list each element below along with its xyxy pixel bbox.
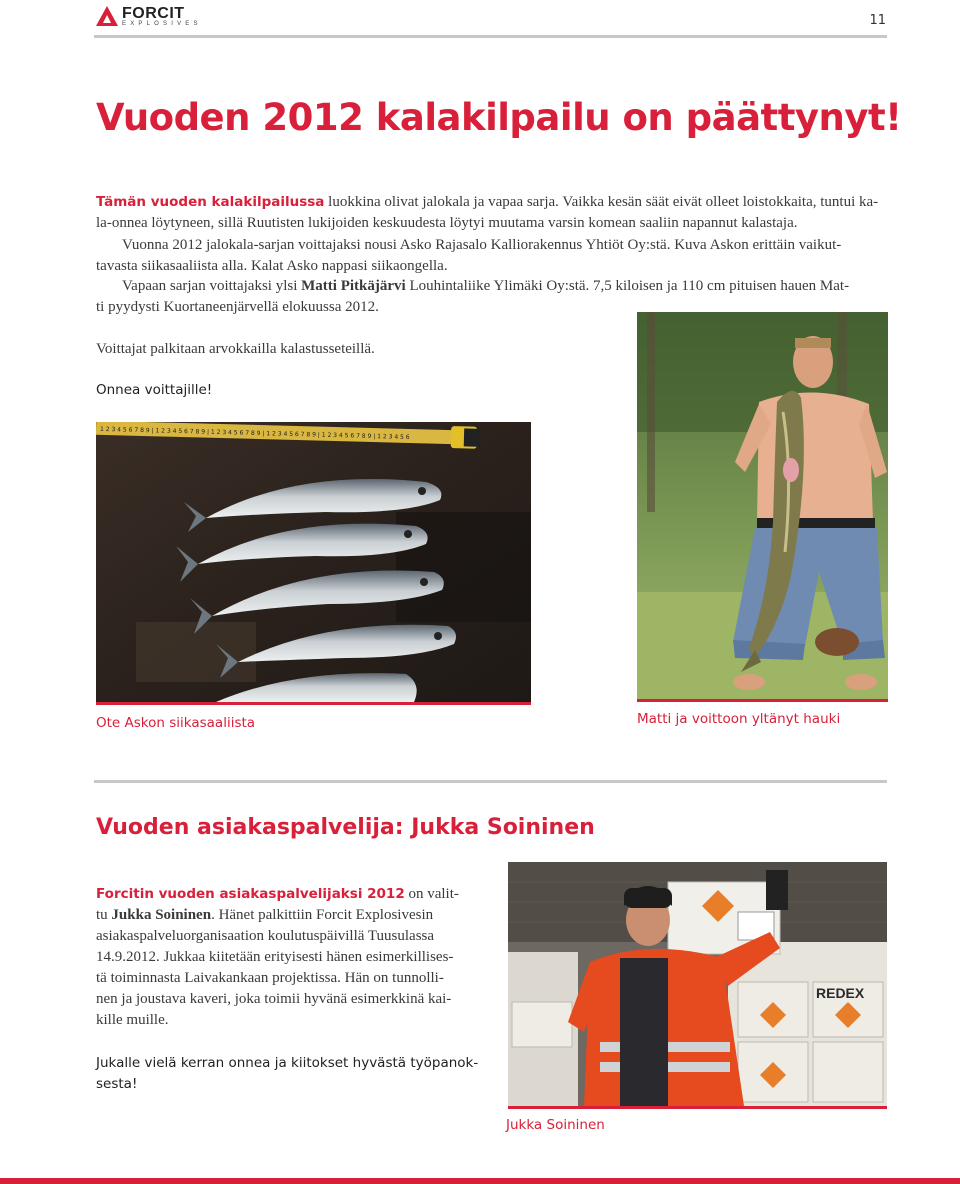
article-title: Vuoden 2012 kalakilpailu on päättynyt! bbox=[96, 96, 902, 139]
customer-service-lead: Forcitin vuoden asiakaspalvelijaksi 2012 bbox=[96, 886, 405, 902]
fish-caption: Ote Askon siikasaaliista bbox=[96, 715, 256, 731]
congrats-text: Onnea voittajille! bbox=[96, 382, 213, 398]
fish-photo-bar bbox=[96, 702, 531, 705]
page-number: 11 bbox=[869, 13, 886, 28]
cs-l7: kille muille. bbox=[96, 1012, 169, 1028]
vapaa-line2: ti pyydysti Kuortaneenjärvellä elokuussa 2012. bbox=[96, 299, 379, 315]
prize-text: Voittajat palkitaan arvokkailla kalastusseteillä. bbox=[96, 341, 375, 357]
employee-name: Jukka Soininen bbox=[111, 907, 212, 923]
section-divider bbox=[94, 780, 887, 783]
cs-l1-post: on valit- bbox=[404, 886, 459, 902]
pike-photo-bar bbox=[637, 699, 888, 702]
thanks-text bbox=[96, 1053, 478, 1095]
top-divider bbox=[94, 35, 887, 38]
cs-l2-pre: tu bbox=[96, 907, 112, 923]
jalokala-line2: tavasta siikasaaliista alla. Kalat Asko nappasi siikaongella. bbox=[96, 258, 448, 274]
cs-l6: nen ja joustava kaveri, joka toimii hyvänä esimerkkinä kai- bbox=[96, 991, 452, 1007]
paragraph-intro bbox=[96, 192, 896, 234]
fish-photo bbox=[96, 422, 531, 702]
fish-photo-image bbox=[96, 422, 531, 702]
bottom-bar bbox=[0, 1178, 960, 1184]
jukka-photo-image bbox=[508, 862, 887, 1106]
logo-triangle-icon bbox=[96, 6, 118, 26]
intro-lead: Tämän vuoden kalakilpailussa bbox=[96, 194, 325, 210]
svg-text:1 2 3 4 5 6 7 8 9 | 1 2 3 4 5: 1 2 3 4 5 6 7 8 9 | 1 2 3 4 5 6 7 8 9 | 1 2 3 4 5 6 7 8 9 | 1 2 3 4 5 6 7 8 9 | 1 2 3 4 5 6 7 8 9 | 1 2 3 4 5 6 bbox=[99, 425, 410, 441]
jukka-photo-bar bbox=[508, 1106, 887, 1109]
logo-text: FORCIT bbox=[122, 5, 185, 22]
thanks-line1: Jukalle vielä kerran onnea ja kiitokset hyvästä työpanok- bbox=[96, 1055, 479, 1071]
cs-l3: asiakaspalveluorganisaation koulutuspäivillä Tuusulassa bbox=[96, 928, 435, 944]
pike-caption: Matti ja voittoon yltänyt hauki bbox=[637, 711, 841, 727]
redex-label: REDEX bbox=[816, 985, 865, 1001]
logo-subtext: EXPLOSIVES bbox=[122, 21, 202, 27]
winner-name: Matti Pitkäjärvi bbox=[301, 278, 406, 294]
cs-l4: 14.9.2012. Jukkaa kiitetään erityisesti hänen esimerkillises- bbox=[96, 949, 454, 965]
cs-l5: tä toiminnasta Laivakankaan projektissa. Hän on tunnolli- bbox=[96, 970, 444, 986]
section-title: Vuoden asiakaspalvelija: Jukka Soininen bbox=[96, 815, 595, 840]
forcit-logo bbox=[96, 6, 206, 30]
intro-line1: luokkina olivat jalokala ja vapaa sarja. Vaikka kesän säät eivät olleet loistokkaita, tuntui ka- bbox=[324, 194, 879, 210]
pike-photo-image bbox=[637, 312, 888, 699]
pike-photo bbox=[637, 312, 888, 699]
jukka-caption: Jukka Soininen bbox=[506, 1117, 605, 1133]
jukka-photo bbox=[508, 862, 887, 1106]
jalokala-line1: Vuonna 2012 jalokala-sarjan voittajaksi nousi Asko Rajasalo Kalliorakennus Yhtiöt Oy:stä. Kuva Askon erittäin vaikut- bbox=[122, 237, 842, 253]
paragraph-jalokala bbox=[96, 235, 896, 277]
vapaa-line1-post: Louhintaliike Ylimäki Oy:stä. 7,5 kiloisen ja 110 cm pituisen hauen Mat- bbox=[405, 278, 850, 294]
vapaa-pre: Vapaan sarjan voittajaksi ylsi bbox=[122, 278, 302, 294]
intro-line2: la-onnea löytyneen, sillä Ruutisten lukijoiden keskuudesta löytyi muutama varsin komean saaliin napannut kalastaja. bbox=[96, 215, 798, 231]
cs-l2-post: . Hänet palkittiin Forcit Explosivesin bbox=[211, 907, 434, 923]
thanks-line2: sesta! bbox=[96, 1076, 138, 1092]
paragraph-customer-service bbox=[96, 884, 476, 1031]
